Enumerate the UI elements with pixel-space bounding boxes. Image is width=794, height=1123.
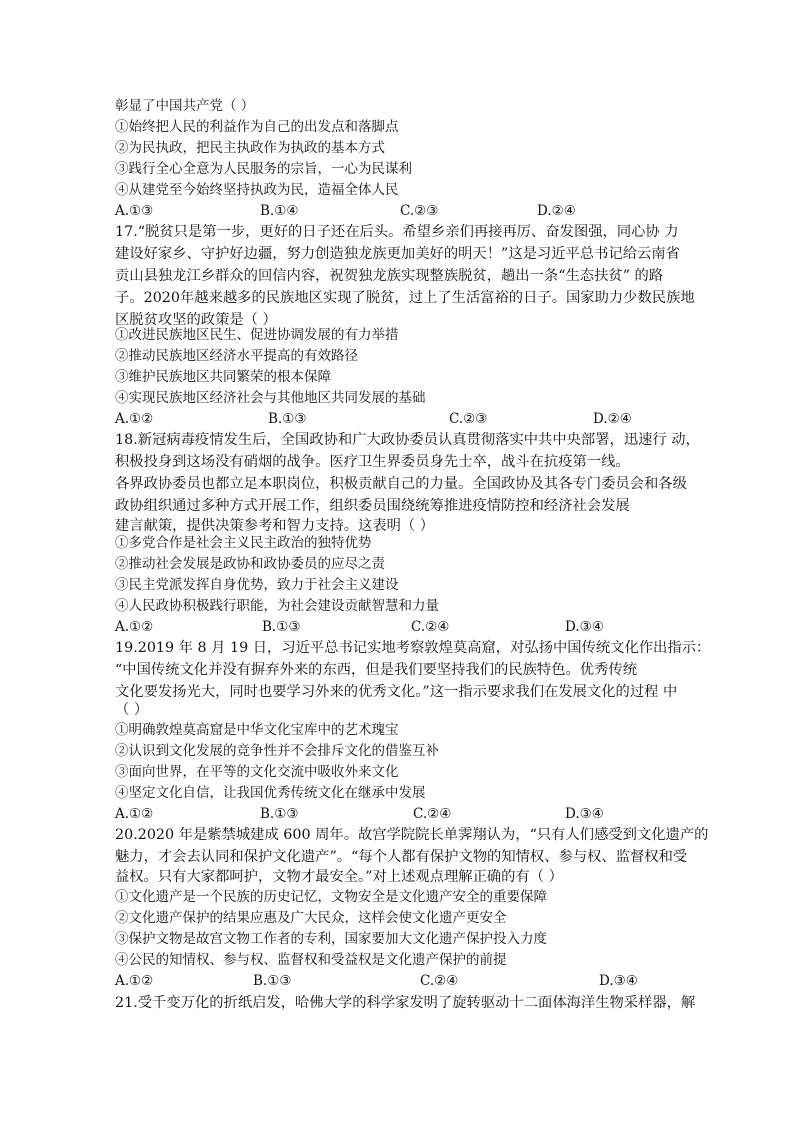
q19-option-d: D.③④ xyxy=(565,806,604,822)
q18-stem-3: 各界政协委员也都立足本职岗位，积极贡献自己的力量。全国政协及其各专门委员会和各级 xyxy=(115,476,687,492)
q17-stem-5: 区脱贫攻坚的政策是（ ） xyxy=(115,312,277,328)
q16-option-c: C.②③ xyxy=(400,203,439,219)
q17-item-3: ③维护民族地区共同繁荣的根本保障 xyxy=(115,369,331,385)
q19-item-3: ③面向世界，在平等的文化交流中吸收外来文化 xyxy=(115,764,399,780)
q18-option-b: B.①③ xyxy=(262,619,301,635)
q18-stem-5: 建言献策，提供决策参考和智力支持。这表明（ ） xyxy=(115,518,435,534)
q16-stem: 彰显了中国共产党（ ） xyxy=(115,98,255,114)
q20-stem-2: 魅力，才会去认同和保护文化遗产”。“每个人都有保护文物的知情权、参与权、监督权和受 xyxy=(115,849,688,865)
q17-option-c: C.②③ xyxy=(449,411,488,427)
q20-item-3: ③保护文物是故宫文物工作者的专利，国家要加大文化遗产保护投入力度 xyxy=(115,931,547,947)
q20-option-c: C.②④ xyxy=(420,973,459,989)
q18-item-1: ①多党合作是社会主义民主政治的独特优势 xyxy=(115,535,372,551)
q20-option-d: D.③④ xyxy=(599,973,638,989)
q18-stem-1: 18.新冠病毒疫情发生后，全国政协和广大政协委员认真贯彻落实中共中央部署，迅速行 动， xyxy=(115,432,700,448)
q19-options xyxy=(115,804,675,824)
q17-stem-4: 子。2020年越来越多的民族地区实现了脱贫，过上了生活富裕的日子。国家助力少数民族地 xyxy=(115,290,695,306)
q17-option-d: D.②④ xyxy=(593,411,632,427)
q19-stem-3: 文化要发扬光大，同时也要学习外来的优秀文化。”这一指示要求我们在发展文化的过程 中 xyxy=(115,684,678,700)
q17-option-b: B.①③ xyxy=(268,411,307,427)
q16-item-2: ②为民执政，把民主执政作为执政的基本方式 xyxy=(115,140,385,156)
q20-options xyxy=(115,971,675,991)
q20-stem-1: 20.2020 年是紫禁城建成 600 周年。故宫学院院长单霁翔认为，“只有人们感受到文化遗产的 xyxy=(115,827,709,843)
q19-item-2: ②认识到文化发展的竞争性并不会排斥文化的借鉴互补 xyxy=(115,743,439,759)
q20-item-2: ②文化遗产保护的结果应惠及广大民众，这样会使文化遗产更安全 xyxy=(115,910,507,926)
q16-options xyxy=(115,201,675,221)
q18-stem-4: 政协组织通过多种方式开展工作，组织委员围绕统筹推进疫情防控和经济社会发展 xyxy=(115,498,630,514)
q19-item-1: ①明确敦煌莫高窟是中华文化宝库中的艺术瑰宝 xyxy=(115,722,399,738)
q17-stem-2: 建设好家乡、守护好边疆，努力创造独龙族更加美好的明天！”这是习近平总书记给云南省 xyxy=(115,246,680,262)
q20-option-a: A.①② xyxy=(115,973,154,989)
q17-options xyxy=(115,409,675,429)
q20-option-b: B.①③ xyxy=(253,973,292,989)
q19-stem-2: “中国传统文化并没有摒弃外来的东西，但是我们要坚持我们的民族特色。优秀传统 xyxy=(115,662,637,678)
q18-item-4: ④人民政协积极践行职能，为社会建设贡献智慧和力量 xyxy=(115,598,439,614)
q16-option-b: B.①④ xyxy=(260,203,299,219)
q18-stem-2: 积极投身到这场没有硝烟的战争。医疗卫生界委员身先士卒，战斗在抗疫第一线。 xyxy=(115,454,630,470)
q19-option-a: A.①② xyxy=(115,806,154,822)
q17-option-a: A.①② xyxy=(115,411,154,427)
q18-options xyxy=(115,617,675,637)
q16-item-4: ④从建党至今始终坚持执政为民，造福全体人民 xyxy=(115,182,399,198)
q17-stem-1: 17.“脱贫只是第一步，更好的日子还在后头。希望乡亲们再接再厉、奋发图强，同心协 力 xyxy=(115,224,679,240)
q16-option-a: A.①③ xyxy=(115,203,154,219)
q16-item-1: ①始终把人民的利益作为自己的出发点和落脚点 xyxy=(115,119,399,135)
q19-stem-4: （ ） xyxy=(115,702,149,718)
q18-item-3: ③民主党派发挥自身优势，致力于社会主义建设 xyxy=(115,577,399,593)
q18-option-a: A.①② xyxy=(115,619,154,635)
q18-item-2: ②推动社会发展是政协和政协委员的应尽之责 xyxy=(115,556,385,572)
q18-option-c: C.②④ xyxy=(411,619,450,635)
q19-option-b: B.①③ xyxy=(260,806,299,822)
q17-stem-3: 贡山县独龙江乡群众的回信内容，祝贺独龙族实现整族脱贫，趟出一条“生态扶贫” 的路 xyxy=(115,268,664,284)
q17-item-1: ①改进民族地区民生、促进协调发展的有力举措 xyxy=(115,327,399,343)
q20-item-1: ①文化遗产是一个民族的历史记忆，文物安全是文化遗产安全的重要保障 xyxy=(115,889,547,905)
q16-item-3: ③践行全心全意为人民服务的宗旨，一心为民谋利 xyxy=(115,161,412,177)
q18-option-d: D.③④ xyxy=(565,619,604,635)
q16-option-d: D.②④ xyxy=(537,203,576,219)
q20-stem-3: 益权。只有大家都呵护，文物才最安全。”对上述观点理解正确的有（ ） xyxy=(115,869,563,885)
q17-item-4: ④实现民族地区经济社会与其他地区共同发展的基础 xyxy=(115,390,426,406)
q19-item-4: ④坚定文化自信，让我国优秀传统文化在继承中发展 xyxy=(115,785,426,801)
q19-option-c: C.②④ xyxy=(413,806,452,822)
q17-item-2: ②推动民族地区经济水平提高的有效路径 xyxy=(115,348,358,364)
q20-item-4: ④公民的知情权、参与权、监督权和受益权是文化遗产保护的前提 xyxy=(115,952,507,968)
q19-stem-1: 19.2019 年 8 月 19 日，习近平总书记实地考察敦煌莫高窟，对弘扬中国传统文化作出指示： xyxy=(115,640,711,656)
q21-stem-1: 21.受千变万化的折纸启发，哈佛大学的科学家发明了旋转驱动十二面体海洋生物采样器，解 xyxy=(115,995,696,1011)
